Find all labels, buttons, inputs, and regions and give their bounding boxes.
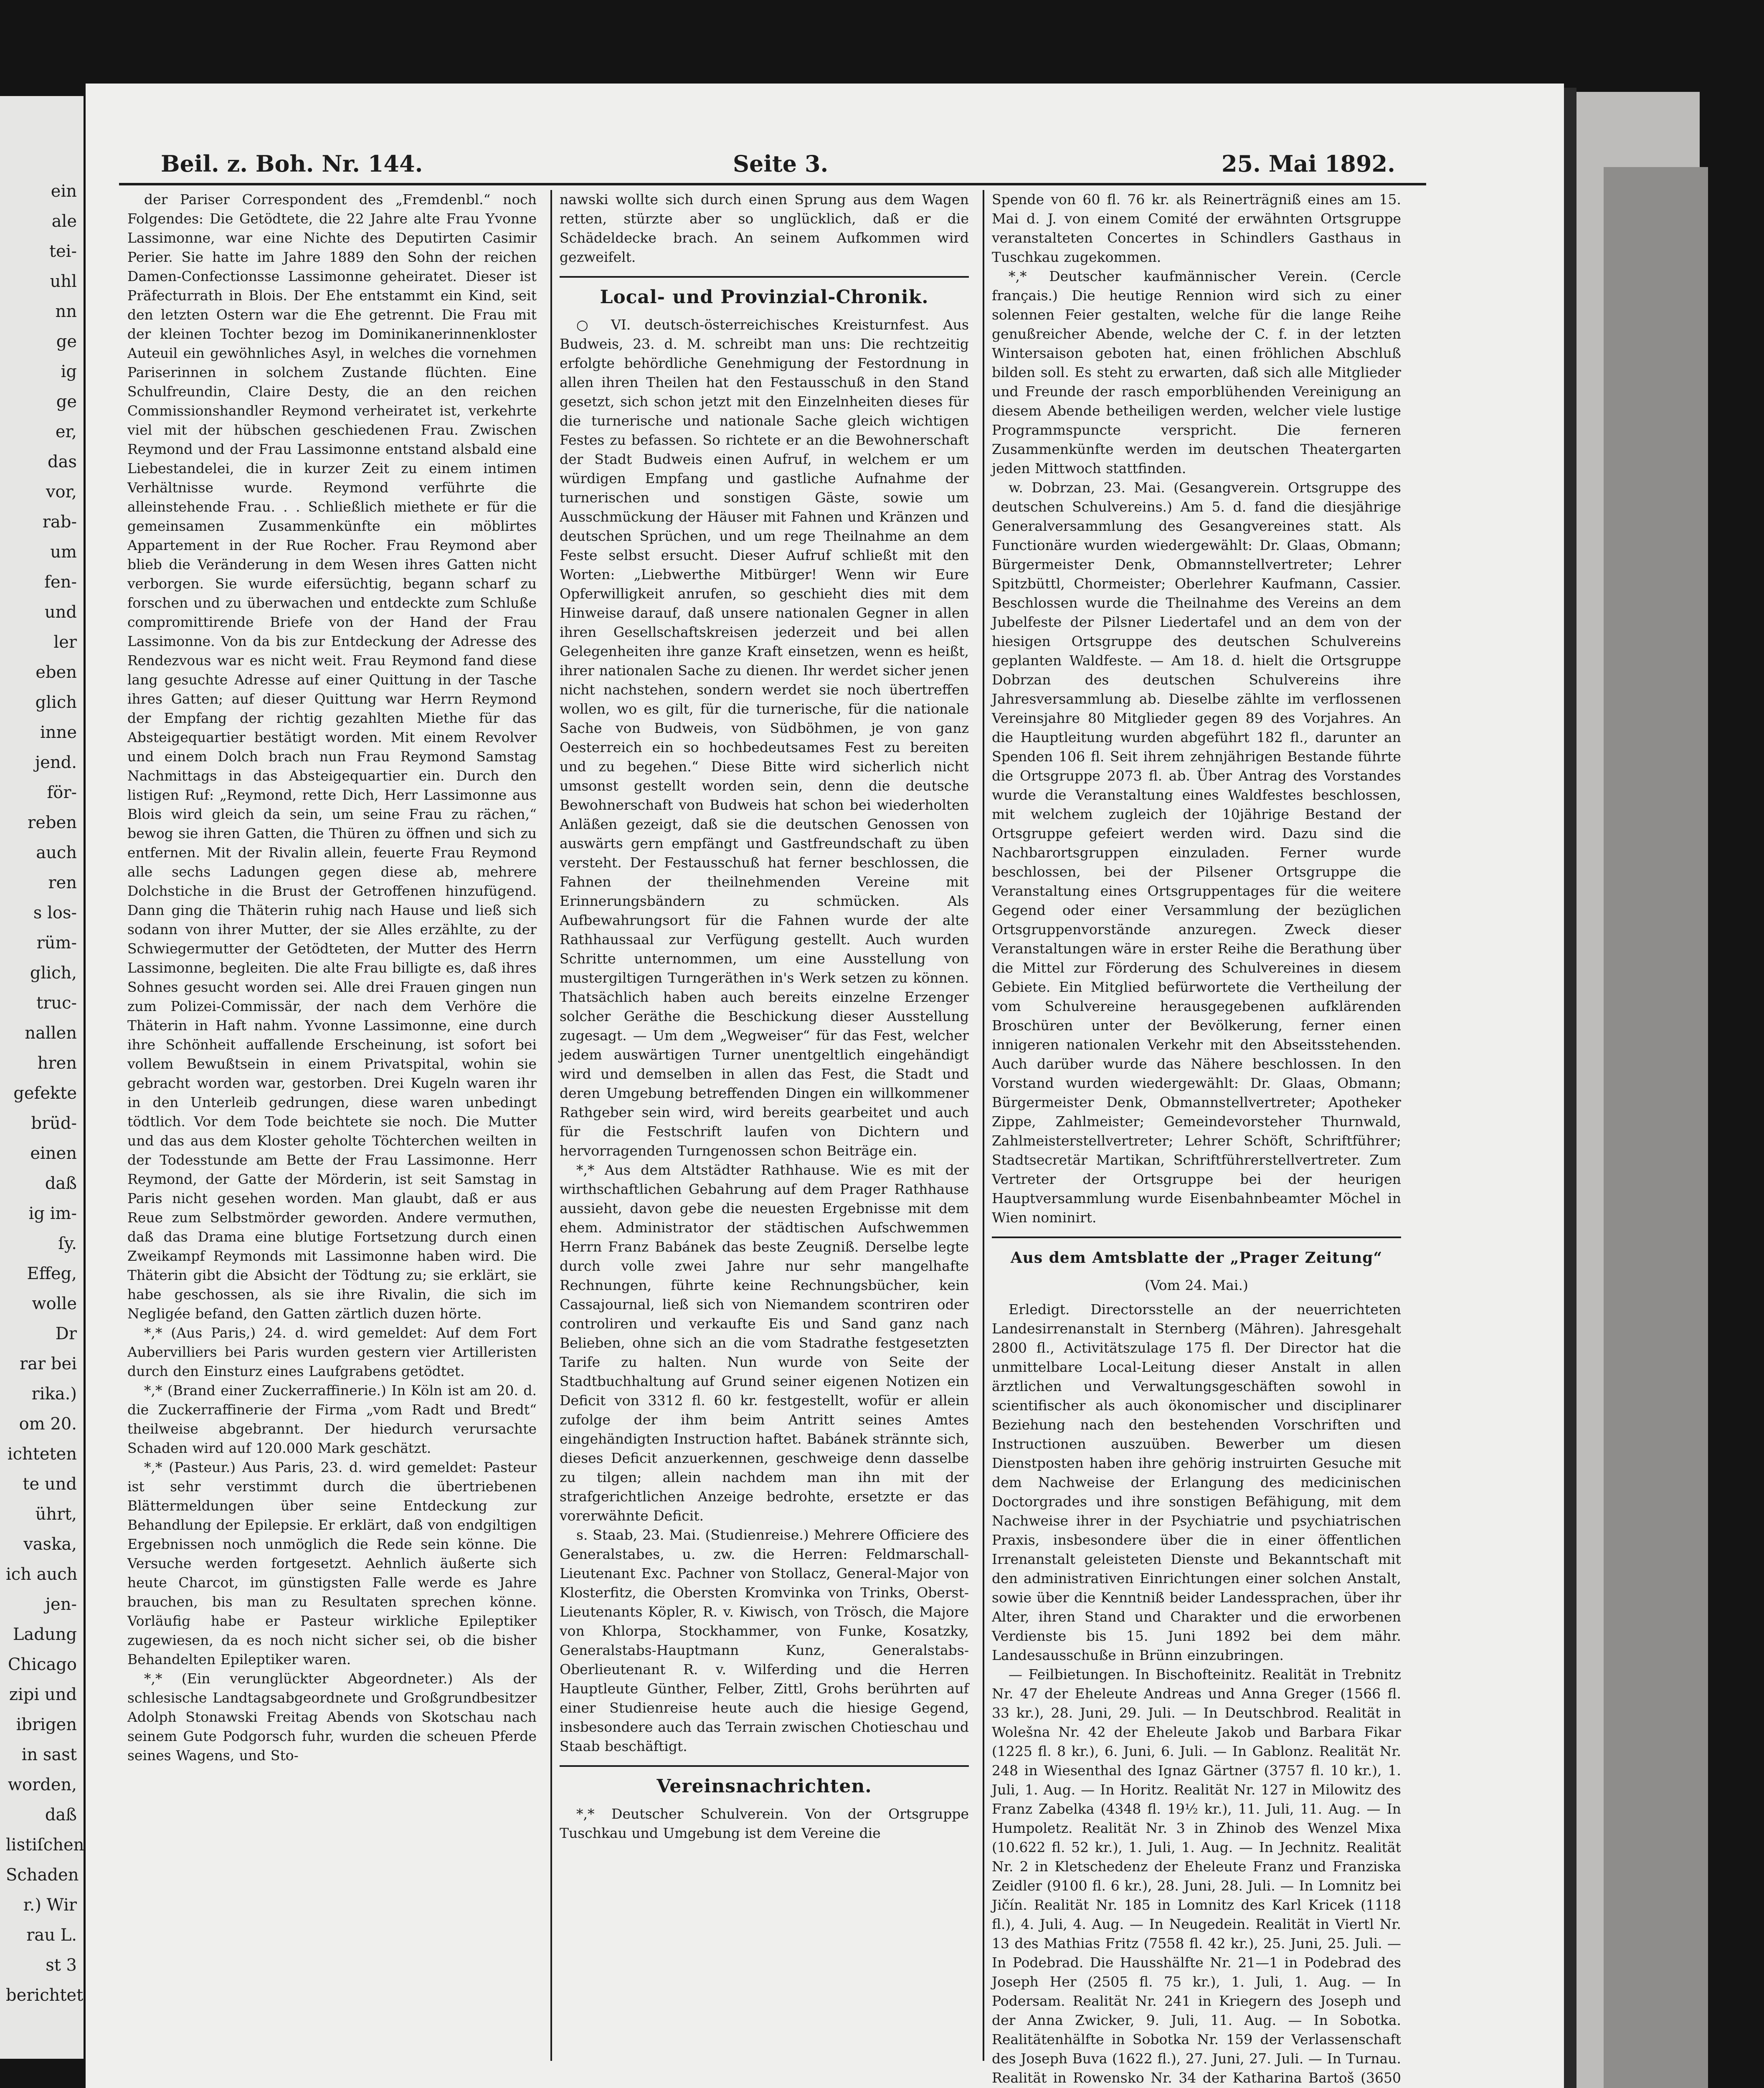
previous-page-margin <box>0 96 84 2059</box>
article-paragraph: *,* Deutscher Schulverein. Von der Ortsgruppe Tuschkau und Umgebung ist dem Vereine die <box>560 1806 969 1841</box>
prev-page-fragment: Effeg, <box>27 1264 77 1283</box>
section-heading: Local- und Provinzial-Chronik. <box>600 286 929 308</box>
header-issue: Beil. z. Boh. Nr. 144. <box>161 150 423 177</box>
article-paragraph: *,* (Pasteur.) Aus Paris, 23. d. wird gemeldet: Pasteur ist sehr verstimmt durch die übertriebenen Blättermeldungen über seine Entdeckung zur Behandlung der Epilepsie. Er erklärt, daß von endgiltigen Ergebnissen noch unmöglich die Rede sein könne. Die Versuche werden fortgesetzt. Aehnlich äußerte sich heute Charcot, im günstigsten Falle werde es Jahre brauchen, bis man zu Resultaten sprechen könne. Vorläufig habe er Pasteur wirkliche Epileptiker zugewiesen, da es noch nicht sicher sei, ob die bisher Behandelten Epileptiker waren. <box>127 1459 537 1667</box>
section-subheading: (Vom 24. Mai.) <box>1145 1277 1248 1293</box>
prev-page-fragment: worden, <box>8 1775 77 1794</box>
prev-page-fragment: ig <box>61 362 77 381</box>
prev-page-fragment: ge <box>56 392 77 411</box>
article-paragraph: w. Dobrzan, 23. Mai. (Gesangverein. Ortsgruppe des deutschen Schulvereins.) Am 5. d. fand die diesjährige Generalversammlung des Gesangvereines statt. Als Functionäre wurden wiedergewählt: Dr. Glaas, Obmann; Bürgermeister Denk, Obmannstellvertreter; Lehrer Spitzbüttl, Chormeister; Oberlehrer Kaufmann, Cassier. Beschlossen wurde die Theilnahme des Vereins an dem Jubelfeste der Pilsner Liedertafel und an dem von der hiesigen Ortsgruppe des deutschen Schulvereins geplanten Waldfeste. — Am 18. d. hielt die Ortsgruppe Dobrzan des deutschen Schulvereins ihre Jahresversammlung ab. Dieselbe zählte im verflossenen Vereinsjahre 80 Mitglieder gegen 89 des Vorjahres. An die Hauptleitung wurden abgeführt 182 fl., darunter an Spenden 106 fl. Seit ihrem zehnjährigen Bestande führte die Ortsgruppe 2073 fl. ab. Über Antrag des Vorstandes wurde die Veranstaltung eines Waldfestes beschlossen, mit welchem zugleich der 10jährige Bestand der Ortsgruppe gefeiert werden wird. Dazu sind die Nachbarortsgruppen einzuladen. Ferner wurde beschlossen, bei der Pilsener Ortsgruppe die Veranstaltung eines Ortsgruppentages für die weitere Gegend oder einer Versammlung der bezüglichen Ortsgruppenvorstände anzuregen. Zweck dieser Veranstaltungen wäre in erster Reihe die Berathung über die Mittel zur Förderung des Schulvereines in diesem Gebiete. Ein Mitglied befürwortete die Vertheilung der vom Schulvereine herausgegebenen aufklärenden Broschüren unter der Bevölkerung, ferner einen innigeren nationalen Verkehr mit den Abseitsstehenden. Auch darüber wurde das Nähere beschlossen. In den Vorstand wurden wiedergewählt: Dr. Glaas, Obmann; Bürgermeister Denk, Obmannstellvertreter; Apotheker Zippe, Zahlmeister; Gemeindevorsteher Thurnwald, Zahlmeisterstellvertreter; Lehrer Schöft, Schriftführer; Stadtsecretär Martikan, Schriftführerstellvertreter. Zum Vertreter der Ortsgruppe bei der heurigen Hauptversammlung wurde Eisenbahnbeamter Möchel in Wien nominirt. <box>992 479 1401 1226</box>
section-rule <box>560 1765 969 1767</box>
prev-page-fragment: listiſchen <box>6 1835 84 1855</box>
prev-page-fragment: gefekte <box>13 1084 77 1103</box>
prev-page-fragment: jen- <box>45 1595 77 1614</box>
prev-page-fragment: in sast <box>21 1745 77 1764</box>
prev-page-fragment: eben <box>35 663 77 682</box>
article-paragraph: *,* (Ein verunglückter Abgeordneter.) Als der schlesische Landtagsabgeordnete und Großgrundbesitzer Adolph Stonawski Freitag Abends von Skotschau nach seinem Gute Podgorsch fuhr, wurden die scheuen Pferde seines Wagens, und Sto- <box>127 1670 537 1764</box>
prev-page-fragment: er, <box>55 422 77 441</box>
prev-page-fragment: jend. <box>35 753 77 772</box>
prev-page-fragment: ührt, <box>35 1505 77 1524</box>
prev-page-fragment: rar bei <box>20 1354 77 1373</box>
article-paragraph: Spende von 60 fl. 76 kr. als Reinerträgniß eines am 15. Mai d. J. von einem Comité der erwähnten Ortsgruppe veranstalteten Concertes in Schindlers Gasthaus in Tuschkau zugekommen. <box>992 191 1401 265</box>
header-date: 25. Mai 1892. <box>1222 150 1395 177</box>
section-heading: Vereinsnachrichten. <box>656 1776 872 1797</box>
prev-page-fragment: fen- <box>44 573 77 592</box>
section-rule <box>992 1237 1401 1238</box>
column-rule-1 <box>550 190 552 2061</box>
prev-page-fragment: berichtet <box>6 1986 84 2005</box>
prev-page-fragment: wolle <box>32 1294 77 1313</box>
prev-page-fragment: zipi und <box>9 1685 77 1704</box>
article-paragraph: nawski wollte sich durch einen Sprung aus dem Wagen retten, stürzte aber so unglücklich, daß er die Schädeldecke brach. An seinem Aufkommen wird gezweifelt. <box>560 191 969 265</box>
prev-page-fragment: för- <box>47 783 77 802</box>
prev-page-fragment: auch <box>36 843 77 862</box>
column-3 <box>992 190 1401 2086</box>
prev-page-fragment: einen <box>30 1144 77 1163</box>
column-rule-2 <box>983 190 984 2061</box>
section-heading: Aus dem Amtsblatte der „Prager Zeitung“ <box>1010 1249 1383 1267</box>
prev-page-fragment: vaska, <box>23 1535 77 1554</box>
article-paragraph: *,* (Brand einer Zuckerraffinerie.) In Köln ist am 20. d. die Zuckerraffinerie der Firma „vom Radt und Bredt“ theilweise abgebrannt. Der hiedurch verursachte Schaden wird auf 120.000 Mark geschätzt. <box>127 1382 537 1456</box>
column-1 <box>127 190 537 2061</box>
article-paragraph: *,* Aus dem Altstädter Rathhause. Wie es mit der wirthschaftlichen Gebahrung auf dem Prager Rathhause aussieht, davon gebe die neuesten Ergebnisse mit dem ehem. Administrator der städtischen Aufschwemmen Herrn Franz Babánek das beste Zeugniß. Derselbe legte durch volle zwei Jahre nur sehr mangelhafte Rechnungen, führte keine Rechnungsbücher, kein Cassajournal, ließ sich von Niemandem scontriren oder controliren und verkaufte Eis und Sand ganz nach Belieben, ohne sich an die vom Stadrathe festgesetzten Tarife zu halten. Nun wurde von Seite der Stadtbuchhaltung auf Grund seiner eigenen Notizen ein Deficit von 3312 fl. 60 kr. festgestellt, wofür er allein zufolge der ihm beim Antritt seines Amtes eingehändigten Instruction haftet. Babánek strännte sich, dieses Deficit anzuerkennen, geschweige denn dasselbe zu tilgen; allein nachdem man ihn mit der strafgerichtlichen Anzeige bedrohte, ersetzte er das vorerwähnte Deficit. <box>560 1162 969 1524</box>
prev-page-fragment: daß <box>45 1174 77 1193</box>
prev-page-fragment: um <box>50 542 77 562</box>
article-paragraph: *,* Deutscher kaufmännischer Verein. (Cercle français.) Die heutige Rennion wird sich zu einer solennen Feier gestalten, welche für die lange Reihe genußreicher Abende, welche der C. f. in der letzten Wintersaison geboten hat, einen fröhlichen Abschluß bilden soll. Es steht zu erwarten, daß sich alle Mitglieder und Freunde der rasch emporblühenden Vereinigung an diesem Abende betheiligen werden, welcher viele lustige Programmspuncte verspricht. Die ferneren Zusammenkünfte werden im deutschen Theatergarten jeden Mittwoch stattfinden. <box>992 268 1401 476</box>
header-rule <box>119 183 1426 185</box>
prev-page-fragment: rab- <box>42 512 77 532</box>
prev-page-fragment: tei- <box>49 242 77 261</box>
prev-page-fragment: Schaden <box>6 1865 79 1885</box>
prev-page-fragment: r.) Wir <box>23 1895 77 1915</box>
prev-page-fragment: ichteten <box>7 1444 77 1464</box>
prev-page-fragment: hren <box>37 1054 77 1073</box>
prev-page-fragment: reben <box>28 813 77 832</box>
prev-page-fragment: rika.) <box>31 1384 77 1404</box>
prev-page-fragment: ge <box>56 332 77 351</box>
prev-page-fragment: glich, <box>30 963 77 983</box>
prev-page-fragment: ſy. <box>58 1234 77 1253</box>
prev-page-fragment: ig im- <box>28 1204 77 1223</box>
article-paragraph: ○ VI. deutsch-österreichisches Kreisturnfest. Aus Budweis, 23. d. M. schreibt man uns: Die rechtzeitig erfolgte behördliche Genehmigung der Festordnung in allen ihren Theilen hat den Festausschuß in den Stand gesetzt, sich schon jetzt mit den Einzelnheiten dieses für die turnerische und nationale Sache gleich wichtigen Festes zu befassen. So richtete er an die Bewohnerschaft der Stadt Budweis einen Aufruf, in welchem er um würdigen Empfang und gastliche Aufnahme der turnerischen und sonstigen Gäste, sowie um Ausschmückung der Häuser mit Fahnen und Kränzen und deutschen Sprüchen, und um rege Theilnahme an dem Feste selbst ersucht. Dieser Aufruf schließt mit den Worten: „Liebwerthe Mitbürger! Wenn wir Eure Opferwilligkeit anrufen, so geschieht dies mit dem Hinweise darauf, daß unsere nationalen Gegner in allen ihren Gesellschaftskreisen jederzeit und bei allen Gelegenheiten ihre ganze Kraft einsetzen, wenn es heißt, ihrer nationalen Sache zu dienen. Ihr werdet sicher jenen nicht nachstehen, sondern werdet sie noch übertreffen wollen, wo es gilt, für die turnerische, für die nationale Sache von Budweis, von Südböhmen, je von ganz Oesterreich ein so hochbedeutsames Fest zu bereiten und zu begehen.“ Diese Bitte wird sicherlich nicht umsonst gestellt worden sein, denn die deutsche Bewohnerschaft von Budweis hat schon bei wiederholten Anläßen gezeigt, daß sie die deutschen Genossen von auswärts gern empfängt und Gastfreundschaft zu üben versteht. Der Festausschuß hat ferner beschlossen, die Fahnen der theilnehmenden Vereine mit Erinnerungsbändern zu schmücken. Als Aufbewahrungsort für die Fahnen wurde der alte Rathhaussaal zur Verfügung gestellt. Auch wurden Schritte unternommen, um eine Ausstellung von mustergiltigen Turngeräthen in's Werk setzen zu können. Thatsächlich haben auch bereits einzelne Erzenger solcher Geräthe die Beschickung dieser Ausstellung zugesagt. — Um dem „Wegweiser“ für das Fest, welcher jedem auswärtigen Turner unentgeltlich eingehändigt wird und demselben in allen das Fest, die Stadt und deren Umgebung betreffenden Dingen ein willkommener Rathgeber sein wird, wird bereits gearbeitet und auch für die Festschrift laufen von Dichtern und hervorragenden Turngenossen schon Beiträge ein. <box>560 317 969 1159</box>
prev-page-fragment: uhl <box>50 272 77 291</box>
prev-page-fragment: s los- <box>33 903 77 922</box>
prev-page-fragment: nn <box>55 302 77 321</box>
prev-page-fragment: ich auch <box>6 1565 78 1584</box>
prev-page-fragment: ibrigen <box>16 1715 77 1734</box>
prev-page-fragment: inne <box>40 723 77 742</box>
prev-page-fragment: und <box>44 603 77 622</box>
prev-page-fragment: st 3 <box>46 1956 77 1975</box>
prev-page-fragment: daß <box>45 1805 77 1824</box>
prev-page-fragment: Ladung <box>13 1625 77 1644</box>
article-paragraph: Erledigt. Directorsstelle an der neuerrichteten Landesirrenanstalt in Sternberg (Mähren). Jahresgehalt 2800 fl., Activitätszulage 175 fl. Der Director hat die unmittelbare Local-Leitung dieser Anstalt in allen ärztlichen und Verwaltungsgeschäften sowohl in scientifischer als auch ökonomischer und disciplinarer Beziehung nach den bestehenden Vorschriften und Instructionen auszuüben. Bewerber um diesen Dienstposten haben ihre gehörig instruirten Gesuche mit dem Nachweise der Erlangung des medicinischen Doctorgrades und ihre sonstigen Befähigung, mit dem Nachweise ihrer in der Psychiatrie und psychiatrischen Praxis, insbesondere über die in einer öffentlichen Irrenanstalt geleisteten Dienste und Bekanntschaft mit den administrativen Einrichtungen einer solchen Anstalt, sowie über die Kenntniß beider Landessprachen, über ihr Alter, ihren Stand und Charakter und die erworbenen Verdienste bis 15. Juni 1892 bei dem mähr. Landesausschuße in Brünn einzubringen. <box>992 1301 1401 1663</box>
prev-page-fragment: rau L. <box>26 1926 77 1945</box>
article-paragraph: *,* (Aus Paris,) 24. d. wird gemeldet: Auf dem Fort Aubervilliers bei Paris wurden gestern vier Artilleristen durch den Einsturz eines Laufgrabens getödtet. <box>127 1325 537 1379</box>
prev-page-fragment: ren <box>48 873 77 892</box>
newspaper-page <box>86 84 1564 2088</box>
prev-page-fragment: Chicago <box>8 1655 77 1674</box>
page-header <box>123 150 1422 175</box>
article-paragraph: s. Staab, 23. Mai. (Studienreise.) Mehrere Officiere des Generalstabes, u. zw. die Herren: Feldmarschall-Lieutenant Exc. Pachner von Stollacz, General-Major von Klosterfitz, die Obersten Kromvinka von Trinks, Oberst-Lieutenants Köpler, R. v. Kiwisch, von Trösch, die Majore von Khlorpa, Stockhammer, von Funke, Kosatzky, Generalstabs-Hauptmann Kunz, Generalstabs-Oberlieutenant R. v. Wilferding und die Herren Hauptleute Günther, Felber, Zittl, Grohs berührten auf einer Studienreise heute auch die hiesige Gegend, insbesondere auch das Terrain zwischen Chotieschau und Staab beschäftigt. <box>560 1527 969 1754</box>
section-rule <box>560 276 969 278</box>
article-paragraph: — Feilbietungen. In Bischofteinitz. Realität in Trebnitz Nr. 47 der Eheleute Andreas und Anna Greger (1566 fl. 33 kr.), 28. Juni, 29. Juli. — In Deutschbrod. Realität in Wolešna Nr. 42 der Eheleute Jakob und Barbara Fikar (1225 fl. 8 kr.), 6. Juni, 6. Juli. — In Gablonz. Realität Nr. 248 in Wiesenthal des Ignaz Gärtner (3757 fl. 10 kr.), 1. Juli, 1. Aug. — In Horitz. Realität Nr. 127 in Milowitz des Franz Zabelka (4348 fl. 19½ kr.), 11. Juli, 11. Aug. — In Humpoletz. Realität Nr. 3 in Zhinob des Wenzel Mixa (10.622 fl. 52 kr.), 1. Juli, 1. Aug. — In Jechnitz. Realität Nr. 2 in Kletschedenz der Eheleute Franz und Franziska Zeidler (9100 fl. 6 kr.), 28. Juni, 28. Juli. — In Lomnitz bei Jičín. Realität Nr. 185 in Lomnitz des Karl Kricek (1118 fl.), 4. Juli, 4. Aug. — In Neugedein. Realität in Viertl Nr. 13 des Mathias Fritz (7558 fl. 42 kr.), 25. Juni, 25. Juli. — In Podebrad. Die Hausshälfte Nr. 21—1 in Podebrad des Joseph Her (2505 fl. 75 kr.), 1. Juli, 1. Aug. — In Podersam. Realität Nr. 241 in Kriegern des Joseph und der Anna Zwicker, 9. Juli, 11. Aug. — In Sobotka. Realitätenhälfte in Sobotka Nr. 159 der Verlassenschaft des Joseph Buva (1622 fl.), 27. Juni, 27. Juli. — In Turnau. Realität in Rowensko Nr. 34 der Katharina Bartoš (3650 <box>992 1666 1401 2086</box>
article-paragraph: der Pariser Correspondent des „Fremdenbl.“ noch Folgendes: Die Getödtete, die 22 Jahre alte Frau Yvonne Lassimonne, war eine Nichte des Deputirten Casimir Perier. Sie hatte im Jahre 1889 den Sohn der reichen Damen-Confectionsse Lassimonne geheiratet. Dieser ist Präfecturrath in Blois. Der Ehe entstammt ein Kind, seit den letzten Ostern war die Ehe getrennt. Die Frau mit der kleinen Tochter bezog im Dominikanerinnenkloster Auteuil ein gewöhnliches Asyl, in welches die vornehmen Pariserinnen in solchem Zustande flüchten. Eine Schulfreundin, Claire Desty, die an den reichen Commissionshandler Reymond verheiratet ist, verkehrte viel mit der hübschen geschiedenen Frau. Zwischen Reymond und der Frau Lassimonne entstand alsbald eine Liebestandelei, die in kurzer Zeit zu einem intimen Verhältnisse wurde. Reymond verführte die alleinstehende Frau. . . Schließlich miethete er für die gemeinsamen Zusammenkünfte ein möblirtes Appartement in der Rue Rocher. Frau Reymond aber blieb die Veränderung in dem Wesen ihres Gatten nicht verborgen. Sie wurde eifersüchtig, begann scharf zu forschen und zu überwachen und entdeckte zum Schluße compromittirende Briefe von der Hand der Frau Lassimonne. Von da bis zur Entdeckung der Adresse des Rendezvous war es nicht weit. Frau Reymond fand diese lang gesuchte Adresse auf einer Quittung in der Tasche ihres Gatten; auf dieser Quittung war Herrn Reymond der Empfang der richtig gezahlten Miethe für das Absteigequartier bestätigt worden. Mit einem Revolver und einem Dolch brach nun Frau Reymond Samstag Nachmittags in das Absteigequartier ein. Durch den listigen Ruf: „Reymond, rette Dich, Herr Lassimonne aus Blois wird gleich da sein, um seine Frau zu rächen,“ bewog sie ihren Gatten, die Thüren zu öffnen und sich zu entfernen. Mit der Rivalin allein, feuerte Frau Reymond alle sechs Ladungen gegen diese ab, mehrere Dolchstiche in die Brust der Getroffenen hinzufügend. Dann ging die Thäterin ruhig nach Hause und ließ sich sodann von ihrer Mutter, der sie Alles erzählte, zu der Schwiegermutter der Getödteten, der Mutter des Herrn Lassimonne, begleiten. Die alte Frau billigte es, daß ihres Sohnes gesucht worden sei. Alle drei Frauen gingen nun zum Polizei-Commissär, der nach dem Verhöre die Thäterin in Haft nahm. Yvonne Lassimonne, eine durch ihre Schönheit auffallende Erscheinung, ist sofort bei vollem Bewußtsein in einem Privatspital, wohin sie gebracht worden war, gestorben. Drei Kugeln waren ihr in den Unterleib gedrungen, diese waren unbedingt tödtlich. Vor dem Tode beichtete sie noch. Die Mutter und das aus dem Kloster geholte Töchterchen weilten in der Todesstunde am Bette der Frau Lassimonne. Herr Reymond, der Gatte der Mörderin, ist seit Samstag in Paris nicht gesehen worden. Man glaubt, daß er aus Reue zum Selbstmörder geworden. Andere vermuthen, daß das Drama eine blutige Fortsetzung durch einen Zweikampf Reymonds mit Lassimonne haben wird. Die Thäterin gibt die Absicht der Tödtung zu; sie erklärt, sie habe geschossen, als sie ihre Rivalin, die sich im Negligée befand, den Gatten zärtlich duzen hörte. <box>127 191 537 1322</box>
prev-page-fragment: Dr <box>55 1324 77 1343</box>
prev-page-fragment: om 20. <box>19 1414 77 1434</box>
prev-page-fragment: glich <box>35 693 77 712</box>
prev-page-fragment: truc- <box>36 993 77 1013</box>
prev-page-fragment: das <box>48 452 77 471</box>
prev-page-fragment: nallen <box>25 1024 77 1043</box>
prev-page-fragment: ale <box>51 212 77 231</box>
prev-page-fragment: rüm- <box>36 933 77 953</box>
prev-page-fragment: brüd- <box>31 1114 77 1133</box>
column-2 <box>560 190 969 2061</box>
prev-page-fragment: ler <box>53 633 77 652</box>
prev-page-fragment: ein <box>51 182 77 201</box>
page-stack-edge-dark <box>1604 167 1708 2088</box>
header-page-number: Seite 3. <box>733 150 829 177</box>
prev-page-fragment: vor, <box>46 482 77 502</box>
prev-page-fragment: te und <box>23 1475 77 1494</box>
